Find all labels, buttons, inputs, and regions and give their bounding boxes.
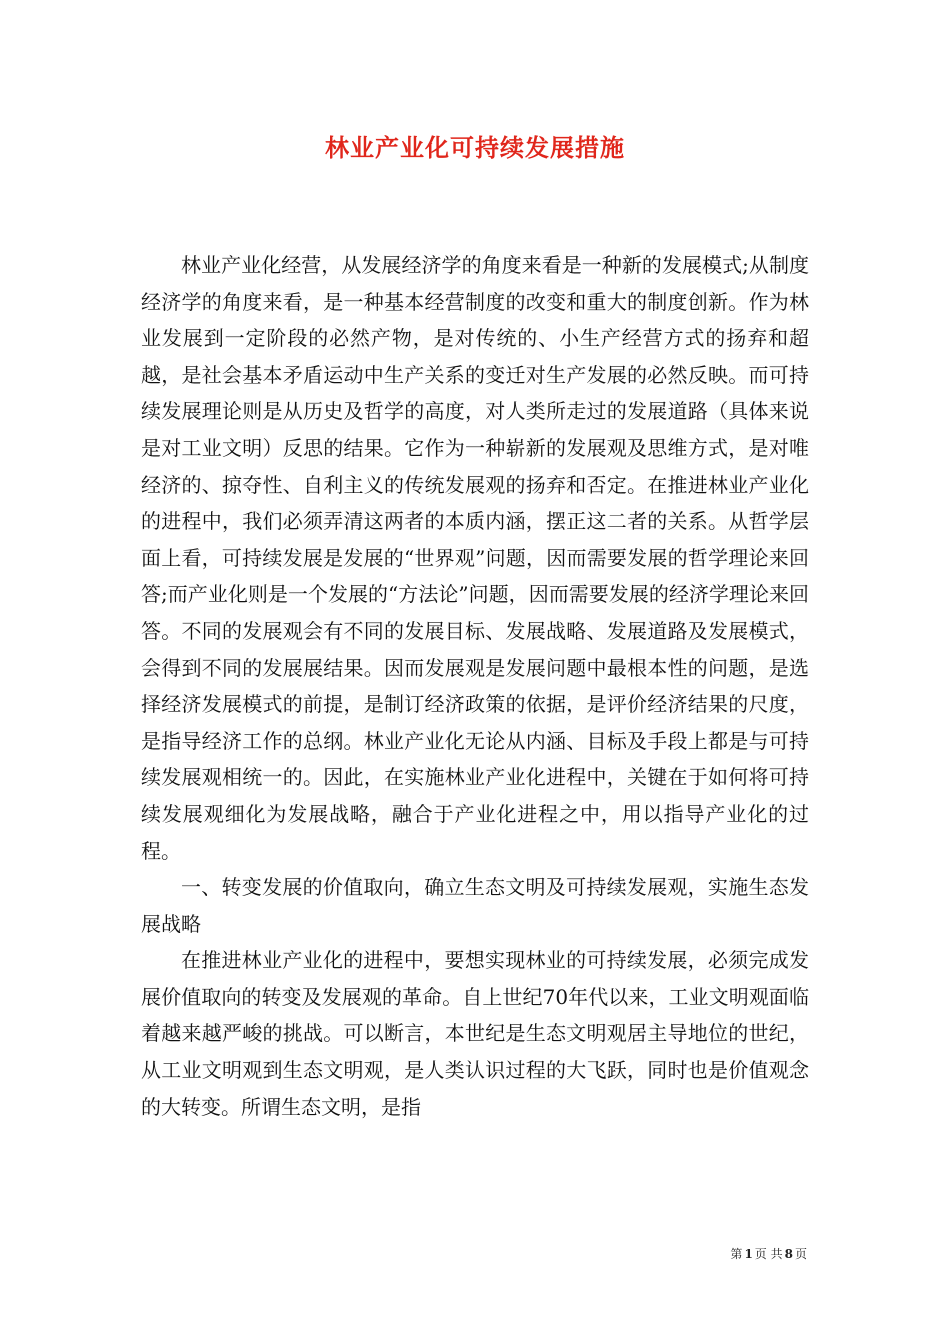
footer-suffix: 页 bbox=[794, 1247, 807, 1261]
document-body bbox=[141, 247, 809, 1125]
document-title: 林业产业化可持续发展措施 bbox=[325, 133, 625, 162]
footer-middle: 页 共 bbox=[754, 1247, 783, 1261]
paragraph-intro: 林业产业化经营，从发展经济学的角度来看是一种新的发展模式;从制度经济学的角度来看，是一种基本经营制度的改变和重大的制度创新。作为林业发展到一定阶段的必然产物，是对传统的、小生产经营方式的扬弃和超越，是社会基本矛盾运动中生产关系的变迁对生产发展的必然反映。而可持续发展理论则是从历史及哲学的高度，对人类所走过的发展道路（具体来说是对工业文明）反思的结果。它作为一种崭新的发展观及思维方式，是对唯经济的、掠夺性、自利主义的传统发展观的扬弃和否定。在推进林业产业化的进程中，我们必须弄清这两者的本质内涵，摆正这二者的关系。从哲学层面上看，可持续发展是发展的“世界观”问题，因而需要发展的哲学理论来回答;而产业化则是一个发展的“方法论”问题，因而需要发展的经济学理论来回答。不同的发展观会有不同的发展目标、发展战略、发展道路及发展模式，会得到不同的发展展结果。因而发展观是发展问题中最根本性的问题，是选择经济发展模式的前提，是制订经济政策的依据，是评价经济结果的尺度，是指导经济工作的总纲。林业产业化无论从内涵、目标及手段上都是与可持续发展观相统一的。因此，在实施林业产业化进程中，关键在于如何将可持续发展观细化为发展战略，融合于产业化进程之中，用以指导产业化的过程。 bbox=[141, 253, 809, 863]
footer-prefix: 第 bbox=[730, 1247, 743, 1261]
page-footer bbox=[730, 1246, 807, 1262]
footer-total-pages: 8 bbox=[784, 1247, 793, 1261]
footer-page-number: 1 bbox=[744, 1247, 753, 1261]
paragraph-section-1: 在推进林业产业化的进程中，要想实现林业的可持续发展，必须完成发展价值取向的转变及发展观的革命。自上世纪70年代以来，工业文明观面临着越来越严峻的挑战。可以断言，本世纪是生态文明观居主导地位的世纪，从工业文明观到生态文明观，是人类认识过程的大飞跃，同时也是价值观念的大转变。所谓生态文明，是指 bbox=[141, 948, 809, 1119]
section-heading-1: 一、转变发展的价值取向，确立生态文明及可持续发展观，实施生态发展战略 bbox=[141, 875, 809, 936]
